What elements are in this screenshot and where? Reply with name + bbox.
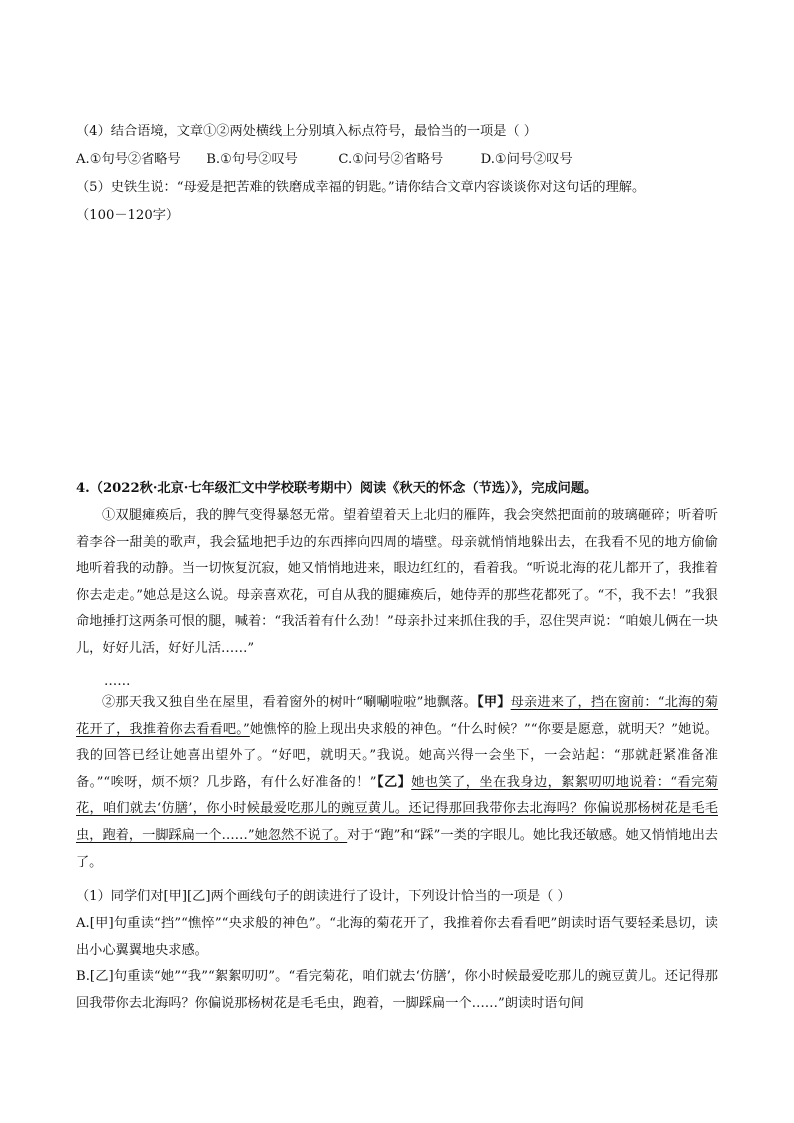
mark-yi: 【乙】 (376, 774, 412, 790)
underlined-sentence-jia: 母亲进来了，挡在窗前：“北海的菊花开了，我推着你去看看吧。” (76, 695, 719, 737)
passage-ellipsis: …… (104, 674, 131, 689)
q5-word-limit: （100－120字） (76, 208, 180, 223)
q4-option-b[interactable]: B.①句号②叹号 (206, 152, 298, 167)
mark-jia: 【甲】 (477, 695, 511, 710)
passage-paragraph-2 (76, 690, 718, 876)
sub1-option-a[interactable]: A.[甲]句重读“挡”“憔悴”“央求般的神色”。“北海的菊花开了，我推着你去看看吧”朗读时语气要轻柔恳切，读出小心翼翼地央求感。 (76, 916, 718, 958)
q4-option-c[interactable]: C.①问号②省略号 (338, 152, 444, 167)
sub1-option-b[interactable]: B.[乙]句重读“她”“我”“絮絮叨叨”。“看完菊花，咱们就去‘仿膳’，你小时候最爱吃那儿的豌豆黄儿。还记得那回我带你去北海吗？你偏说那杨树花是毛毛虫，跑着，一脚踩扁一个……”朗读时语句间 (76, 969, 718, 1011)
q4-option-a[interactable]: A.①句号②省略号 (76, 152, 181, 167)
paragraph-2-intro: ②那天我又独自坐在屋里，看着窗外的树叶“唰唰啦啦”地飘落。 (102, 695, 478, 710)
q4-options (76, 152, 573, 168)
q5-stem: （5）史铁生说：“母爱是把苦难的铁磨成幸福的钥匙。”请你结合文章内容谈谈你对这句话的理解。 (76, 180, 646, 195)
paragraph-2-end: 对于“跑”和“踩”一类的字眼儿。她比我还敏感。她又悄悄地出去了。 (76, 827, 718, 870)
question4-title: 4.（2022秋·北京·七年级汇文中学校联考期中）阅读《秋天的怀念（节选）》，完成问题。 (76, 481, 598, 496)
q4-stem: （4）结合语境，文章①②两处横线上分别填入标点符号，最恰当的一项是（ ） (76, 124, 537, 139)
passage-paragraph-1: ①双腿瘫痪后，我的脾气变得暴怒无常。望着望着天上北归的雁阵，我会突然把面前的玻璃砸碎；听着听着李谷一甜美的歌声，我会猛地把手边的东西摔向四周的墙壁。母亲就悄悄地躲出去，在我看不见的地方偷偷地听着我的动静。当一切恢复沉寂，她又悄悄地进来，眼边红红的，看着我。“听说北海的花儿都开了，我推着你去走走。”她总是这么说。母亲喜欢花，可自从我的腿瘫痪后，她侍弄的那些花都死了。“不，我不去！”我狠命地捶打这两条可恨的腿，喊着：“我活着有什么劲！”母亲扑过来抓住我的手，忍住哭声说：“咱娘儿俩在一块儿，好好儿活，好好儿活……” (76, 508, 718, 656)
q4-option-d[interactable]: D.①问号②叹号 (480, 152, 573, 167)
paragraph-2-middle: 她憔悴的脸上现出央求般的神色。“什么时候？”“你要是愿意，就明天？”她说。我的回答已经让她喜出望外了。“好吧，就明天。”我说。她高兴得一会坐下，一会站起：“那就赶紧准备准备。”“唉呀，烦不烦？几步路，有什么好准备的！” (76, 721, 718, 790)
underlined-sentence-yi: 她也笑了，坐在我身边，絮絮叨叨地说着：“看完菊花，咱们就去‘仿膳’，你小时候最爱吃那儿的豌豆黄儿。还记得那回我带你去北海吗？你偏说那杨树花是毛毛虫，跑着，一脚踩扁一个……”她忽然不说了。 (76, 774, 718, 843)
sub1-stem: （1）同学们对[甲][乙]两个画线句子的朗读进行了设计，下列设计恰当的一项是（ ） (76, 889, 571, 904)
